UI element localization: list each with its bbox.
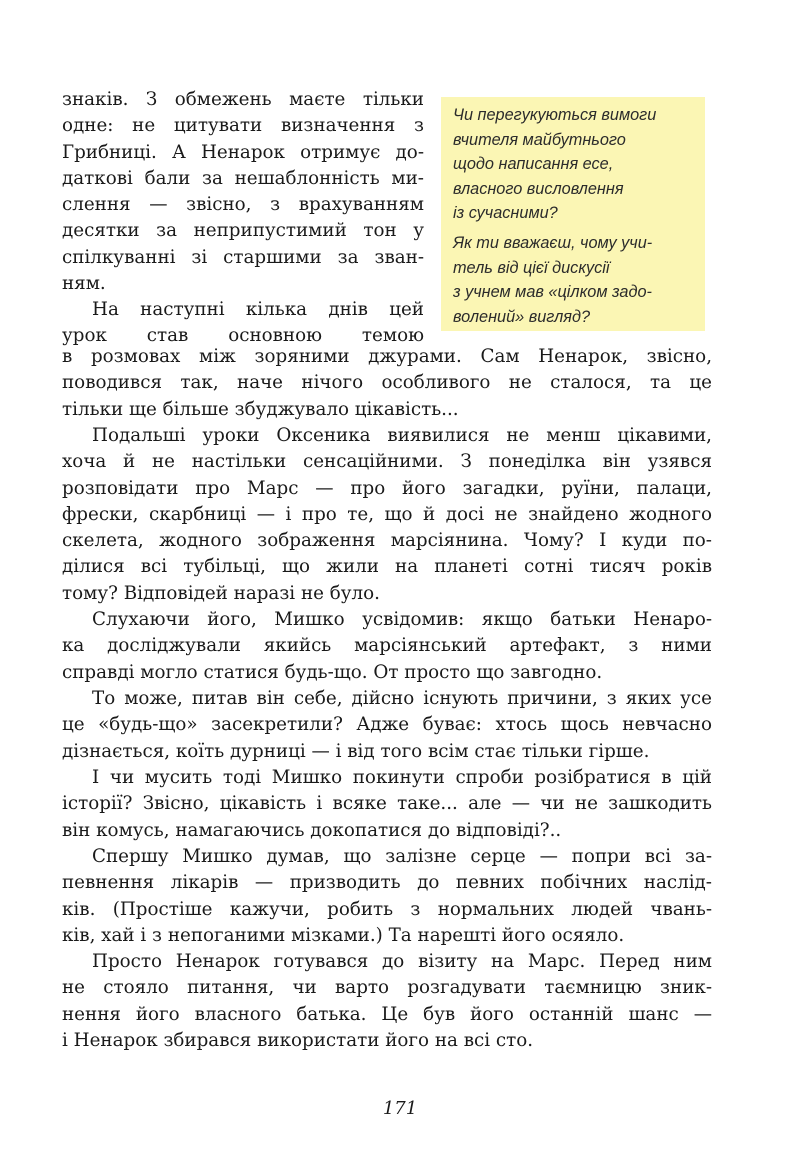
- paragraph-8: [62, 949, 712, 1054]
- text-line: ків. (Простіше кажучи, робить з нормальних людей чвань-: [62, 898, 712, 920]
- text-line: історії? Звісно, цікавість і всяке таке... але — чи не зашкодить: [62, 793, 712, 815]
- text-line: дізнається, коїть дурниці — і від того всім стає тільки гірше.: [62, 740, 650, 762]
- text-line: нення його власного батька. Це був його останній шанс —: [62, 1003, 712, 1025]
- text-line: урок став основною темою: [62, 325, 424, 347]
- text-line: фрески, скарбниці — і про те, що й досі не знайдено жодного: [62, 503, 712, 525]
- text-line: справді могло статися будь-що. От просто що завгодно.: [62, 661, 603, 683]
- text-line: Слухаючи його, Мишко усвідомив: якщо батьки Ненаро-: [92, 609, 712, 630]
- text-line: Грибниці. А Ненарок отримує до-: [62, 141, 424, 163]
- text-line: даткові бали за нешаблонність ми-: [62, 167, 424, 189]
- text-line: тільки ще більше збуджувало цікавість...: [62, 398, 459, 420]
- text-line: То може, питав він себе, дійсно існують причини, з яких усе: [92, 688, 712, 709]
- sidebar-question-2: Як ти вважаєш, чому учи- тель від цієї дискусії з учнем мав «цілком задо- волений» вигляд?: [453, 233, 653, 326]
- text-line: знаків. З обмежень маєте тільки: [62, 89, 424, 110]
- text-line: певнення лікарів — призводить до певних побічних наслід-: [62, 872, 712, 894]
- paragraph-5: [62, 686, 712, 765]
- text-line: ділися всі тубільці, що жили на планеті сотні тисяч років: [62, 556, 712, 578]
- text-line: тому? Відповідей наразі не було.: [62, 582, 380, 604]
- text-line: розповідати про Марс — про його загадки, руїни, палаци,: [62, 477, 712, 499]
- text-line: ків, хай і з непоганими мізками.) Та нарешті його осяяло.: [62, 924, 625, 946]
- text-line: І чи мусить тоді Мишко покинути спроби розібратися в цій: [92, 767, 712, 788]
- sidebar-question-box: [441, 97, 705, 331]
- paragraph-3: [62, 423, 712, 607]
- text-line: слення — звісно, з врахуванням: [62, 194, 424, 216]
- paragraph-1: [62, 87, 424, 297]
- text-line: ням.: [62, 273, 106, 295]
- text-line: ка досліджували якийсь марсіянський артефакт, з ними: [62, 635, 712, 657]
- text-line: він комусь, намагаючись докопатися до відповіді?..: [62, 819, 562, 841]
- paragraph-6: [62, 765, 712, 844]
- text-line: спілкуванні зі старшими за зван-: [62, 246, 424, 268]
- paragraph-4: [62, 607, 712, 686]
- text-line: це «будь-що» засекретили? Адже буває: хтось щось невчасно: [62, 714, 712, 736]
- text-line: скелета, жодного зображення марсіянина. Чому? І куди по-: [62, 530, 712, 552]
- text-line: в розмовах між зоряними джурами. Сам Ненарок, звісно,: [62, 346, 712, 367]
- text-line: не стояло питання, чи варто розгадувати таємницю зник-: [62, 977, 712, 999]
- text-line: На наступні кілька днів цей: [92, 299, 424, 320]
- sidebar-question-1: Чи перегукуються вимоги вчителя майбутнього щодо написання есе, власного висловлення із сучасними?: [453, 106, 657, 223]
- text-line: хоча й не настільки сенсаційними. З понеділка він узявся: [62, 451, 712, 473]
- paragraph-2-narrow: [62, 297, 424, 350]
- text-line: десятки за неприпустимий тон у: [62, 220, 424, 242]
- text-line: Просто Ненарок готувався до візиту на Марс. Перед ним: [92, 951, 712, 972]
- text-line: Подальші уроки Оксеника виявилися не менш цікавими,: [92, 425, 712, 446]
- text-line: і Ненарок збирався використати його на всі сто.: [62, 1029, 534, 1051]
- text-line: Спершу Мишко думав, що залізне серце — попри всі за-: [92, 846, 712, 867]
- page-number: 171: [382, 1098, 418, 1119]
- paragraph-7: [62, 844, 712, 949]
- text-line: одне: не цитувати визначення з: [62, 115, 424, 137]
- text-line: поводився так, наче нічого особливого не сталося, та це: [62, 372, 712, 394]
- paragraph-2-wide: [62, 344, 712, 423]
